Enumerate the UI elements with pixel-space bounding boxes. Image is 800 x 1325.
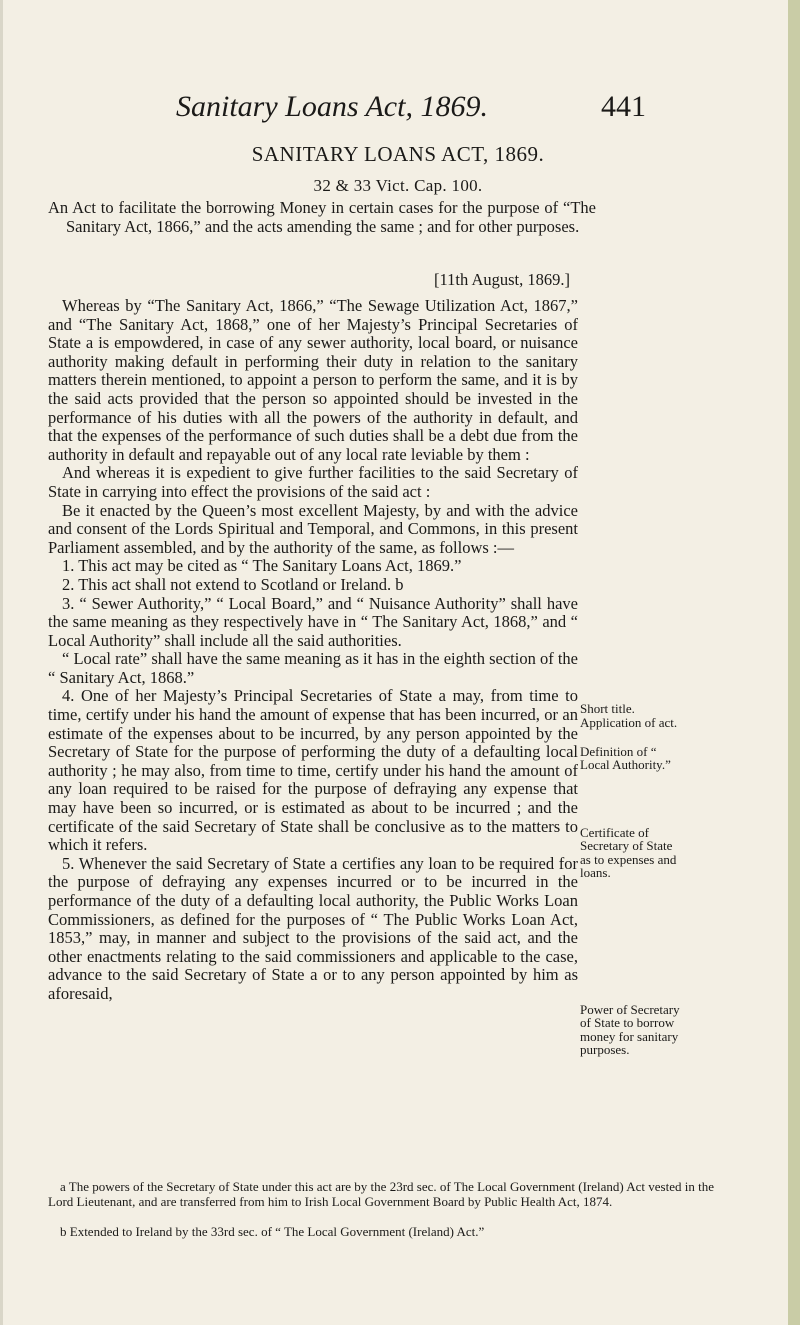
- long-title: An Act to facilitate the borrowing Money in certain cases for the purpose of “The Sanitary Act, 1866,” and the acts amending the same ; and for other purposes.: [48, 198, 596, 236]
- enacting-clause: Be it enacted by the Queen’s most excellent Majesty, by and with the advice and consent of the Lords Spiritual and Temporal, and Commons, in this present Parliament assembled, and by the authority of the same, as follows :—: [48, 500, 578, 557]
- margin-note-short-title: Short title.: [580, 701, 635, 716]
- book-page: [48, 0, 788, 1325]
- running-head: [176, 90, 646, 124]
- page-number: 441: [601, 90, 646, 123]
- section-1: 1. This act may be cited as “ The Sanitary Loans Act, 1869.”: [62, 556, 462, 576]
- margin-note-application: Application of act.: [580, 715, 678, 730]
- preamble-whereas: Whereas by “The Sanitary Act, 1866,” “The Sewage Utilization Act, 1867,” and “The Sanitary Act, 1868,” one of her Majesty’s Principal Secretaries of State a is empowdered, in case of any sewer authority, local board, or nuisance authority making default in performing their duty in relation to the sanitary matters therein mentioned, to appoint a person to perform the same, and it is by the said acts provided that the person so appointed should be invested in the performance of his duties with all the powers of the authority in default, and that the expenses of the performance of such duties shall be a debt due from the authority in default and repayable out of any local rate leviable by them :: [48, 296, 578, 464]
- section-2: 2. This act shall not extend to Scotland or Ireland. b: [62, 574, 404, 594]
- footnote-a: a The powers of the Secretary of State under this act are by the 23rd sec. of The Local Government (Ireland) Act vested in the Lord Lieutenant, and are transferred from him to Irish Local Government Board by Public Health Act, 1874.: [48, 1179, 714, 1209]
- footnote-b: b Extended to Ireland by the 33rd sec. of “ The Local Government (Ireland) Act.”: [60, 1224, 485, 1239]
- page-left-edge: [0, 0, 3, 1325]
- page-right-edge: [788, 0, 800, 1325]
- margin-note-definition: Definition of “ Local Authority.”: [580, 744, 671, 773]
- section-4: 4. One of her Majesty’s Principal Secretaries of State a may, from time to time, certify under his hand the amount of expense that has been incurred, or an estimate of the expenses about to be incurred, by any person appointed by the Secretary of State for the purpose of performing the duty of a defaulting local authority ; he may also, from time to time, certify under his hand the amount of any loan required to be raised for the purpose of defraying any expense that may have been so incurred, or is estimated as about to be incurred ; and the certificate of the said Secretary of State shall be conclusive as to the matters to which it refers.: [48, 686, 578, 855]
- margin-note-certificate: Certificate of Secretary of State as to expenses and loans.: [580, 825, 677, 881]
- act-body: [48, 297, 578, 1004]
- running-head-title: Sanitary Loans Act, 1869.: [176, 90, 488, 123]
- enactment-date: [11th August, 1869.]: [434, 270, 570, 289]
- section-3-local-rate: “ Local rate” shall have the same meaning as it has in the eighth section of the “ Sanitary Act, 1868.”: [48, 649, 578, 687]
- section-5: 5. Whenever the said Secretary of State a certifies any loan to be required for the purpose of defraying any expenses incurred or to be incurred in the performance of the duty of a defaulting local authority, the Public Works Loan Commissioners, as defined for the purposes of “ The Public Works Loan Act, 1853,” may, in manner and subject to the provisions of the said act, and the other enactments relating to the said commissioners and applicable to the case, advance to the said Secretary of State a or to any person appointed by him as aforesaid,: [48, 853, 578, 1003]
- margin-note-power: Power of Secretary of State to borrow money for sanitary purposes.: [580, 1002, 680, 1058]
- chapter-citation: 32 & 33 Vict. Cap. 100.: [313, 176, 483, 195]
- act-title: SANITARY LOANS ACT, 1869.: [251, 142, 545, 166]
- preamble-and-whereas: And whereas it is expedient to give further facilities to the said Secretary of State in carrying into effect the provisions of the said act :: [48, 463, 578, 501]
- section-3: 3. “ Sewer Authority,” “ Local Board,” and “ Nuisance Authority” shall have the same meaning as they respectively have in “ The Sanitary Act, 1868,” and “ Local Authority” shall include all the said authorities.: [48, 593, 578, 650]
